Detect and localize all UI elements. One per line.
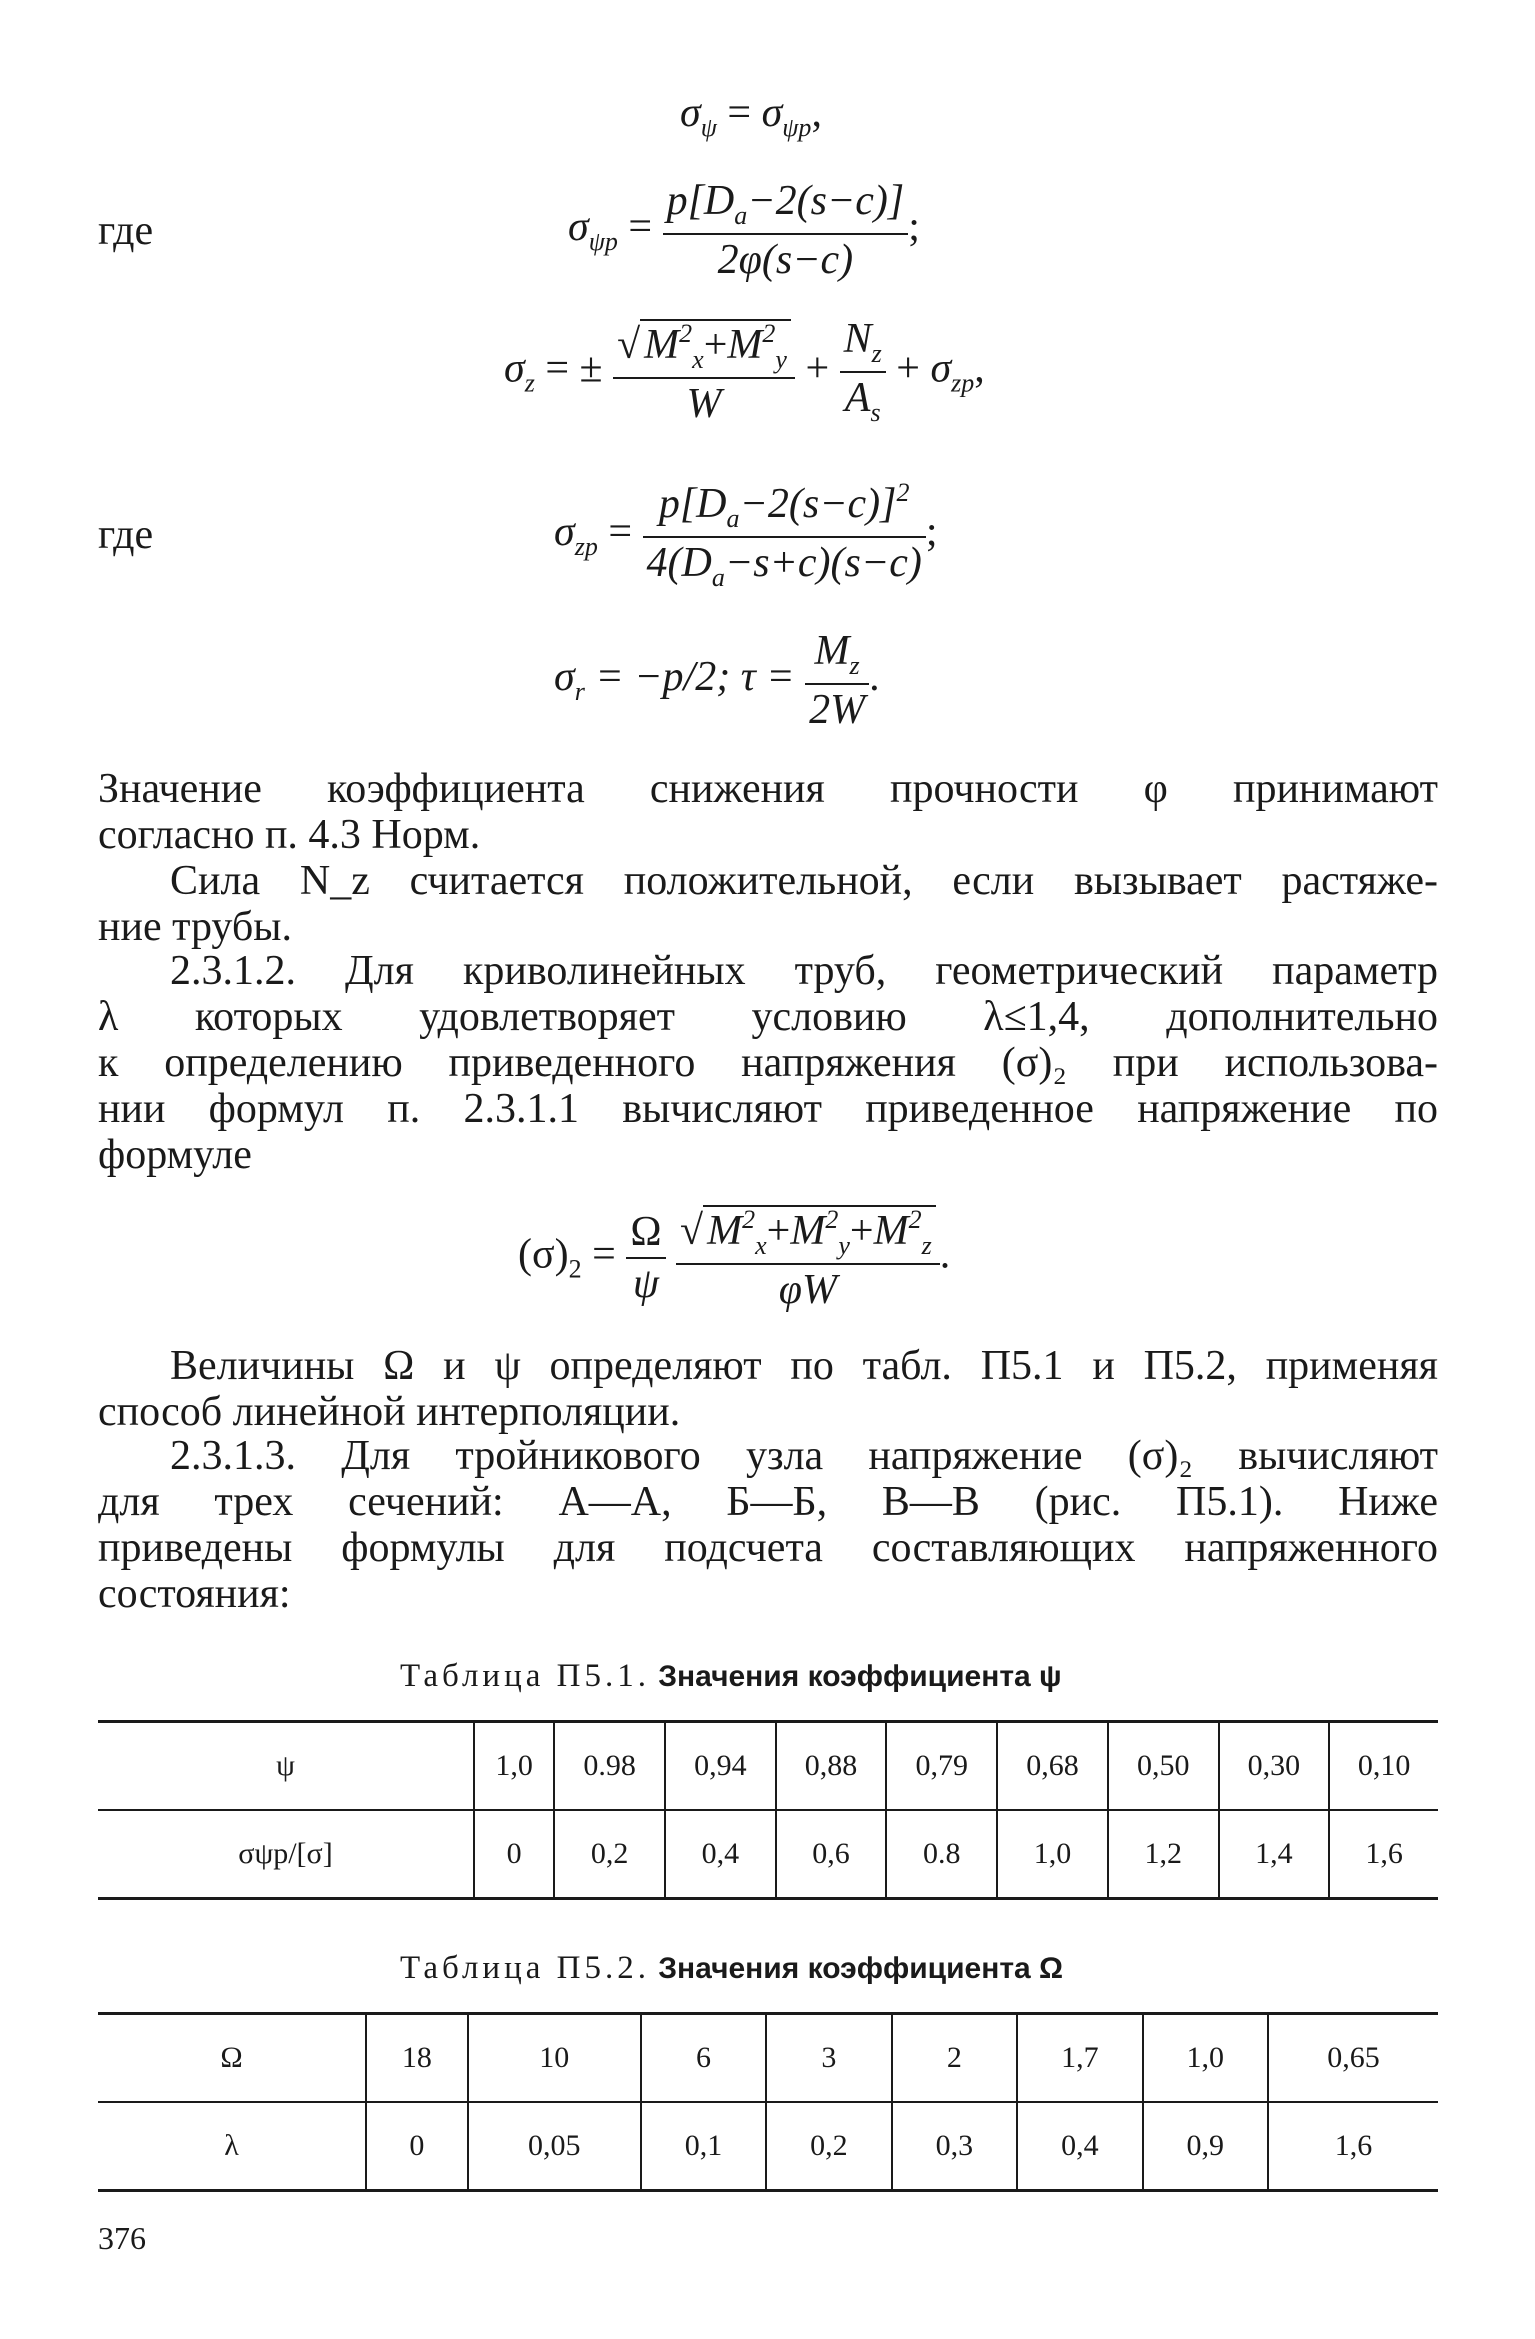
text-line: ние трубы. [98, 904, 292, 950]
table-cell: 0.98 [554, 1722, 665, 1811]
table-cell: 0 [366, 2102, 468, 2191]
table-cell: 0.8 [886, 1810, 997, 1899]
table-cell: 0,4 [1017, 2102, 1142, 2191]
table-cell: 0,05 [468, 2102, 641, 2191]
table-cell: 10 [468, 2014, 641, 2103]
table-cell: 3 [766, 2014, 891, 2103]
table-cell: 1,2 [1108, 1810, 1219, 1899]
table-cell: 0,1 [641, 2102, 766, 2191]
text-line: приведены формулы для подсчета составляющих напряженного [98, 1525, 1438, 1571]
table-cell: 0,30 [1219, 1722, 1330, 1811]
table-cell: 1,4 [1219, 1810, 1330, 1899]
table1-caption: Таблица П5.1. Значения коэффициента ψ [400, 1658, 1062, 1694]
table-cell: 1,0 [474, 1722, 554, 1811]
table-cell: 1,7 [1017, 2014, 1142, 2103]
table-cell: 1,6 [1329, 1810, 1438, 1899]
table-cell: 0,9 [1143, 2102, 1268, 2191]
table-cell: 18 [366, 2014, 468, 2103]
table-cell: 0,79 [886, 1722, 997, 1811]
where-label-1: где [98, 208, 154, 254]
page-number: 376 [98, 2220, 146, 2256]
table-cell: 0,6 [776, 1810, 887, 1899]
paragraph-2-3-1-3 [98, 1433, 1438, 1617]
table-cell-label: ψ [98, 1722, 474, 1811]
text-line: способ линейной интерполяции. [98, 1389, 681, 1435]
text-line: состояния: [98, 1571, 291, 1617]
table-cell-label: λ [98, 2102, 366, 2191]
table-cell: 0,94 [665, 1722, 776, 1811]
paragraph-2-3-1-2 [98, 948, 1438, 1178]
formula-sigma-psi-p: $\sigma_{\psi p}$ = $\frac{p[D_a-2(s-c)]}{2\varphi(s-c)}$ ; [568, 178, 920, 283]
text-line: нии формул п. 2.3.1.1 вычисляют приведенное напряжение по [98, 1086, 1438, 1132]
table-omega-coefficient [98, 2012, 1438, 2192]
table-cell: 0,68 [997, 1722, 1108, 1811]
text-line: Значение коэффициента снижения прочности φ принимают [98, 766, 1438, 812]
paragraph-force-nz [98, 858, 1438, 950]
table-cell: 6 [641, 2014, 766, 2103]
table-cell: 0,4 [665, 1810, 776, 1899]
table-cell: 0 [474, 1810, 554, 1899]
table-cell: 0,3 [892, 2102, 1017, 2191]
table-cell: 0,65 [1268, 2014, 1438, 2103]
table-cell: 0,88 [776, 1722, 887, 1811]
table-cell: 1,0 [997, 1810, 1108, 1899]
text-line: к определению приведенного напряжения (σ)₂ при использова- [98, 1040, 1438, 1086]
table-row [98, 2102, 1438, 2191]
paragraph-phi-coefficient [98, 766, 1438, 858]
table-psi-coefficient [98, 1720, 1438, 1900]
table-cell: 0,50 [1108, 1722, 1219, 1811]
formula-sigma-r-tau: $\sigma_r = -p/2$; τ = $\frac{M_z}{2W}$ . [554, 628, 880, 733]
text-line: для трех сечений: А—А, Б—Б, В—В (рис. П5.1). Ниже [98, 1479, 1438, 1525]
table-row [98, 1722, 1438, 1811]
formula-sigma-2: $(\sigma)_2$ = $\frac{\Omega}{\psi}$ $\frac{√M^2_x+M^2_y+M^2_z}{\varphi W}$ . [518, 1205, 951, 1313]
table2-caption: Таблица П5.2. Значения коэффициента Ω [400, 1950, 1064, 1986]
formula-sigma-z: $\sigma_z$ = ± $\frac{√M^2_x+M^2_y}{W}$ + $\frac{N_z}{A_s}$ + $\sigma_{zp}$, [504, 316, 985, 427]
formula-sigma-psi: $\sigma_\psi = \sigma_{\psi p}$, [680, 90, 822, 142]
text-line: формуле [98, 1132, 252, 1178]
table-cell: 2 [892, 2014, 1017, 2103]
text-line: согласно п. 4.3 Норм. [98, 812, 481, 858]
formula-sigma-zp: $\sigma_{zp}$ = $\frac{p[D_a-2(s-c)]^2}{4(D_a-s+c)(s-c)}$ ; [554, 478, 938, 592]
table-row [98, 2014, 1438, 2103]
table-cell: 0,2 [766, 2102, 891, 2191]
text-line: 2.3.1.3. Для тройникового узла напряжение (σ)₂ вычисляют [170, 1433, 1438, 1479]
table-cell: 1,6 [1268, 2102, 1438, 2191]
table-row [98, 1810, 1438, 1899]
table-cell-label: σψp/[σ] [98, 1810, 474, 1899]
text-line: λ которых удовлетворяет условию λ≤1,4, дополнительно [98, 994, 1438, 1040]
table-cell: 1,0 [1143, 2014, 1268, 2103]
table-cell: 0,10 [1329, 1722, 1438, 1811]
table-cell-label: Ω [98, 2014, 366, 2103]
text-line: Величины Ω и ψ определяют по табл. П5.1 и П5.2, применяя [170, 1343, 1438, 1389]
text-line: Сила N_z считается положительной, если вызывает растяже- [170, 858, 1438, 904]
text-line: 2.3.1.2. Для криволинейных труб, геометрический параметр [170, 948, 1438, 994]
paragraph-omega-psi [98, 1343, 1438, 1435]
table-cell: 0,2 [554, 1810, 665, 1899]
where-label-2: где [98, 512, 154, 558]
